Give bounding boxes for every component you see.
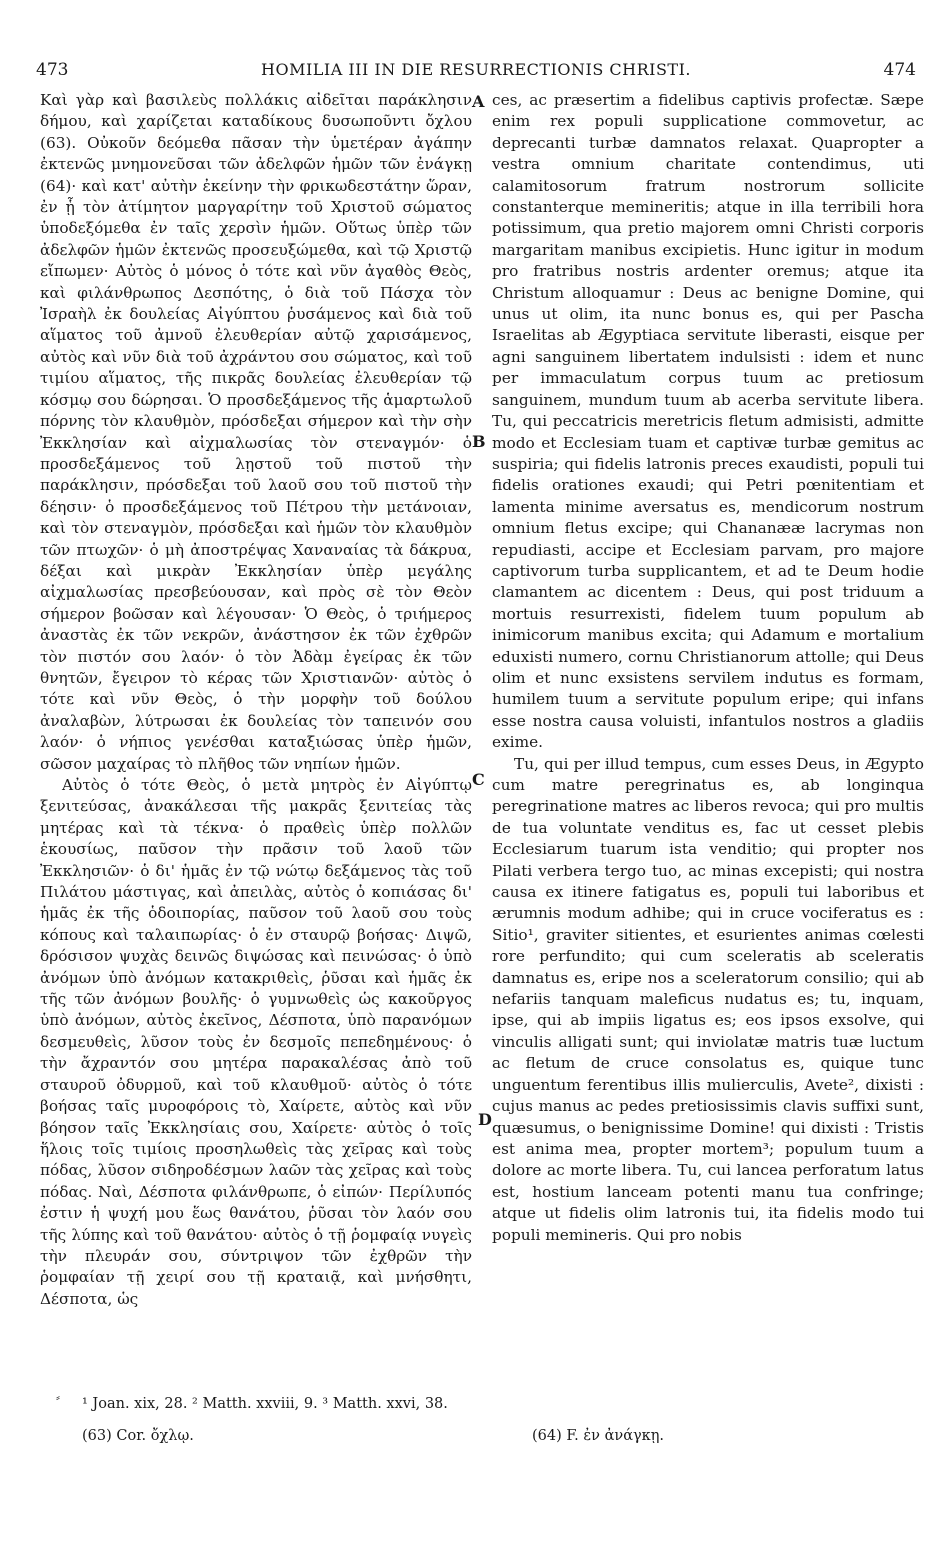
greek-paragraph-1: Καὶ γὰρ καὶ βασιλεὺς πολλάκις αἰδεῖται παράκλησιν δήμου, καὶ χαρίζεται καταδίκους δυσωποῦντι ὄχλου (63). Οὐκοῦν δεόμεθα πᾶσαν τὴν ὑμετέραν ἀγάπην ἐκτενῶς μνημονεῦσαι τῶν ἀδελφῶν ἡμῶν τῶν ἐνάγκῃ (64)· καὶ κατ' αὐτὴν ἐκείνην τὴν φρικωδεστάτην ὥραν, ἐν ᾗ τὸν ἀτίμητον μαργαρίτην τοῦ Χριστοῦ σώματος ὑποδεξόμεθα ἐν ταῖς χερσὶν ἡμῶν. Οὕτως ὑπὲρ τῶν ἀδελφῶν ἡμῶν ἐκτενῶς προσευξώμεθα, καὶ τῷ Χριστῷ εἴπωμεν· Αὐτὸς ὁ μόνος ὁ τότε καὶ νῦν ἀγαθὸς Θεὸς, καὶ φιλάνθρωπος Δεσπότης, ὁ διὰ τοῦ Πάσχα τὸν Ἰσραὴλ ἐκ δουλείας Αἰγύπτου ῥυσάμενος καὶ διὰ τοῦ αἵματος τοῦ ἀμνοῦ ἐλευθερίαν αὐτῷ χαρισάμενος, αὐτὸς καὶ νῦν διὰ τοῦ ἀχράντου σου σώματος, καὶ τοῦ τιμίου αἵματος, τῆς πικρᾶς δουλείας ἐλευθερίαν τῷ κόσμῳ σου δώρησαι. Ὁ προσδεξάμενος τῆς ἁμαρτωλοῦ πόρνης τὸν κλαυθμὸν, πρόσδεξαι σήμερον καὶ τὴν σὴν Ἐκκλησίαν καὶ αἰχμαλωσίας τὸν στεναγμόν· ὁ προσδεξάμενος τοῦ λῃστοῦ τοῦ πιστοῦ τὴν παράκλησιν, πρόσδεξαι τοῦ λαοῦ σου τοῦ πιστοῦ τὴν δέησιν· ὁ προσδεξάμενος τοῦ Πέτρου τὴν μετάνοιαν, καὶ τὸν στεναγμὸν, πρόσδεξαι καὶ ἡμῶν τὸν κλαυθμὸν τῶν πτωχῶν· ὁ μὴ ἀποστρέψας Χαναναίας τὰ δάκρυα, δέξαι καὶ μικρὰν Ἐκκλησίαν ὑπὲρ μεγάλης αἰχμαλωσίας πρεσβεύουσαν, καὶ πρὸς σὲ τὸν Θεὸν σήμερον βοῶσαν καὶ λέγουσαν· Ὁ Θεὸς, ὁ τριήμερος ἀναστὰς ἐκ τῶν νεκρῶν, ἀνάστησον ἐκ τῶν ἐχθρῶν τὸν πιστόν σου λαόν· ὁ τὸν Ἀδὰμ ἐγείρας ἐκ τῶν θνητῶν, ἔγειρον τὸ κέρας τῶν Χριστιανῶν· αὐτὸς ὁ τότε καὶ νῦν Θεὸς, ὁ τὴν μορφὴν τοῦ δούλου ἀναλαβὼν, λύτρωσαι ἐκ δουλείας τὸν ταπεινόν σου λαόν· ὁ νήπιος γενέσθαι καταξιώσας ὑπὲρ ἡμῶν, σῶσον μαχαίρας τὸ πλῆθος τῶν νηπίων ἡμῶν. — [40, 91, 472, 773]
greek-paragraph-2: Αὐτὸς ὁ τότε Θεὸς, ὁ μετὰ μητρὸς ἐν Αἰγύπτῳ ξενιτεύσας, ἀνακάλεσαι τῆς μακρᾶς ξενιτείας τὰς μητέρας καὶ τὰ τέκνα· ὁ πραθεὶς ὑπὲρ πολλῶν ἑκουσίως, παῦσον τὴν πρᾶσιν τοῦ λαοῦ τῶν Ἐκκλησιῶν· ὁ δι' ἡμᾶς ἐν τῷ νώτῳ δεξάμενος τὰς τοῦ Πιλάτου μάστιγας, καὶ ἀπειλὰς, αὐτὸς ὁ κοπιάσας δι' ἡμᾶς ἐκ τῆς ὁδοιπορίας, παῦσον τοῦ λαοῦ σου τοὺς κόπους καὶ ταλαιπωρίας· ὁ ἐν σταυρῷ βοήσας· Διψῶ, δρόσισον ψυχὰς δεινῶς διψώσας καὶ πεινώσας· ὁ ὑπὸ ἀνόμων ὑπὸ ἀνόμων κατακριθεὶς, ῥῦσαι καὶ ἡμᾶς ἐκ τῆς τῶν ἀνόμων βουλῆς· ὁ γυμνωθεὶς ὡς κακοῦργος ὑπὸ ἀνόμων, αὐτὸς ἐκεῖνος, Δέσποτα, ὑπὸ παρανόμων δεσμευθεὶς, λῦσον τοὺς ἐν δεσμοῖς πεπεδημένους· ὁ τὴν ἄχραντόν σου μητέρα παρακαλέσας ἀπὸ τοῦ σταυροῦ ὀδυρμοῦ, καὶ τοῦ κλαυθμοῦ· αὐτὸς ὁ τότε βοήσας ταῖς μυροφόροις τὸ, Χαίρετε, αὐτὸς καὶ νῦν βόησον ταῖς Ἐκκλησίαις σου, Χαίρετε· αὐτὸς ὁ τοῖς ἥλοις τοῖς τιμίοις προσηλωθεὶς τὰς χεῖρας καὶ τοὺς πόδας, λῦσον σιδηροδέσμων λαῶν τὰς χεῖρας καὶ τοὺς πόδας. Ναὶ, Δέσποτα φιλάνθρωπε, ὁ εἰπών· Περίλυπός ἐστιν ἡ ψυχή μου ἕως θανάτου, ῥῦσαι τὸν λαόν σου τῆς λύπης καὶ τοῦ θανάτου· αὐτὸς ὁ τῇ ῥομφαίᾳ νυγεὶς τὴν πλευράν σου, σύντριψον τῶν ἐχθρῶν τὴν ῥομφαίαν τῇ χειρί σου τῇ κραταιᾷ, καὶ μνήσθητι, Δέσποτα, ὡς — [40, 776, 472, 1308]
latin-paragraph-2: Tu, qui per illud tempus, cum esses Deus, in Ægypto cum matre peregrinatus es, ab longinqua peregrinatione matres ac liberos revoca; qui pro multis de tua voluntate venditus es, fac ut cesset plebis Ecclesiarum tuarum ista venditio; qui propter nos Pilati verbera tergo tuo, ac minas excepisti; qui nostra causa ex itinere fatigatus es, populi tui laboribus et ærumnis modum adhibe; qui in cruce vociferatus es : Sitio¹, graviter sitientes, et esurientes animas cœlesti rore perfundito; qui cum sceleratis ab sceleratis damnatus es, eripe nos a sceleratorum consilio; qui ab nefariis tanquam maleficus nudatus es; tu, inquam, ipse, qui ab impiis ligatus es; eos ipsos exsolve, qui vinculis alligati sunt; qui inviolatæ matris tuæ luctum ac fletum de cruce consolatus es, quique tunc unguentum ferentibus illis mulierculis, Avete², dixisti : cujus manus ac pedes pretiosissimis clavis suffixi sunt, quæsumus, o benignissime Domine! qui dixisti : Tristis est anima mea, propter mortem³; populum tuum a dolore ac morte libera. Tu, cui lancea perforatum latus est, hostium lanceam potenti manu tua confringe; atque ut fidelis olim latronis tui, ita fidelis modo tui populi memineris. Qui pro nobis — [492, 754, 924, 1244]
margin-letter-c: C — [472, 770, 485, 789]
greek-column — [40, 90, 472, 1310]
page-number-right: 474 — [883, 60, 916, 80]
margin-letter-d: D — [478, 1110, 492, 1129]
latin-column — [492, 90, 924, 1246]
footnote-references: ¹ Joan. xix, 28. ² Matth. xxviii, 9. ³ Matth. xxvi, 38. — [82, 1396, 448, 1412]
margin-letter-a: A — [472, 92, 485, 111]
running-title: HOMILIA III IN DIE RESURRECTIONIS CHRISTI. — [261, 60, 691, 79]
margin-letter-b: B — [472, 432, 486, 451]
footnote-divider: ⸗ — [56, 1390, 60, 1404]
critical-note-64: (64) F. ἐν ἀνάγκῃ. — [532, 1428, 665, 1444]
page-header — [30, 60, 922, 84]
critical-note-63: (63) Cor. ὄχλῳ. — [82, 1428, 194, 1444]
page-number-left: 473 — [36, 60, 69, 80]
latin-paragraph-1: ces, ac præsertim a fidelibus captivis profectæ. Sæpe enim rex populi supplicatione commovetur, ac deprecanti turbæ damnatos relaxat. Quapropter a vestra omnium charitate contendimus, uti calamitosorum fratrum nostrorum sollicite constanterque memineritis; atque in illa terribili hora potissimum, qua pretio majorem omni Christi corporis margaritam manibus excipietis. Hunc igitur in modum pro fratribus nostris ardenter oremus; atque ita Christum alloquamur : Deus ac benigne Domine, qui unus ut olim, ita nunc bonus es, qui per Pascha Israelitas ab Ægyptiaca servitute liberasti, eisque per agni sanguinem libertatem indulsisti : idem et nunc per immaculatum corpus tuum ac pretiosum sanguinem, mundum tuum ab acerba servitute libera. Tu, qui peccatricis meretricis fletum admisisti, admitte modo et Ecclesiam tuam et captivæ turbæ gemitus ac suspiria; qui fidelis latronis preces exaudisti, populi tui fidelis orationes exaudi; qui Petri pœnitentiam et lamenta minime aversatus es, mendicorum nostrum omnium fletus excipe; qui Chananææ lacrymas non repudiasti, accipe et Ecclesiam parvam, pro majore captivorum turba supplicantem, et ad te Deum hodie clamantem ac dicentem : Deus, qui post triduum a mortuis resurrexisti, fidelem tuum populum ab inimicorum manibus excita; qui Adamum e mortalium eduxisti numero, cornu Christianorum attolle; qui Deus olim et nunc exsistens servilem indutus es formam, humilem tuum a servitute populum eripe; qui infans esse nostra causa voluisti, infantulos nostros a gladiis exime. — [492, 91, 924, 752]
